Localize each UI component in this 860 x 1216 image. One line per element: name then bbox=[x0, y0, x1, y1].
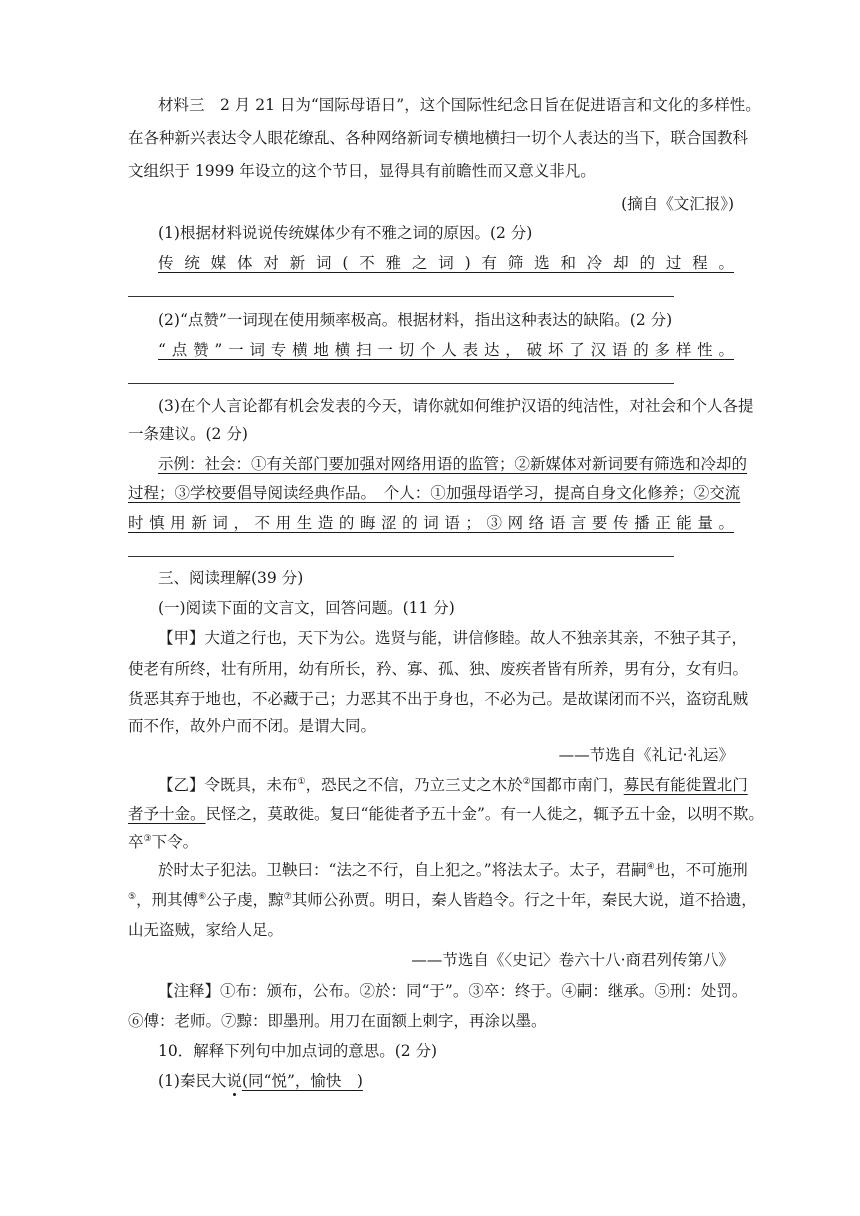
q3-answer-line1: 示例：社会：①有关部门要加强对网络用语的监管；②新媒体对新词要有筛选和冷却的 bbox=[158, 455, 748, 473]
yi-source: ——节选自《〈史记〉卷六十八·商君列传第八》 bbox=[411, 951, 734, 969]
answer-line bbox=[128, 296, 674, 297]
q3-answer-line2: 过程；③学校要倡导阅读经典作品。 个人：①加强母语学习，提高自身文化修养；②交流 bbox=[128, 484, 741, 502]
note-ref: ⑦ bbox=[283, 891, 292, 902]
jia-line2: 使老有所终，壮有所用，幼有所长，矜、寡、孤、独、废疾者皆有所养，男有分，女有归。 bbox=[128, 660, 749, 678]
underlined-sentence: 者予十金。 bbox=[128, 805, 206, 823]
note-ref: ⑤ bbox=[128, 891, 137, 902]
note-ref: ④ bbox=[646, 861, 655, 872]
section3-sub1: (一)阅读下面的文言文，回答问题。(11 分) bbox=[158, 599, 455, 617]
q10-sub1 bbox=[158, 1071, 734, 1091]
text-span: (1)秦民大 bbox=[158, 1072, 227, 1090]
material3-line1: 材料三 2 月 21 日为“国际母语日”，这个国际性纪念日旨在促进语言和文化的多样性。 bbox=[158, 96, 761, 114]
answer-line bbox=[128, 383, 674, 384]
note-ref: ② bbox=[522, 776, 531, 787]
material3-source: (摘自《文汇报》) bbox=[621, 195, 734, 213]
text-span: 於时太子犯法。卫鞅曰：“法之不行，自上犯之。”将法太子。太子，君嗣 bbox=[158, 861, 647, 879]
underlined-sentence: 募民有能徙置北门 bbox=[623, 776, 748, 794]
yi-line2 bbox=[128, 804, 764, 824]
text-span: 国都市南门， bbox=[530, 776, 624, 794]
text-span: 卒 bbox=[128, 833, 144, 851]
notes-line1: 【注释】①布：颁布，公布。②於：同“于”。③卒：终于。④嗣：继承。⑤刑：处罚。 bbox=[158, 982, 748, 1000]
q3-answer-line3: 时慎用新词，不用生造的晦涩的词语；③网络语言要传播正能量。 bbox=[128, 514, 734, 532]
q3-question-line2: 一条建议。(2 分) bbox=[128, 425, 248, 443]
answer-line bbox=[128, 556, 674, 557]
answer-blank: (同“悦”，愉快 ) bbox=[241, 1072, 363, 1090]
q3-question-line1: (3)在个人言论都有机会发表的今天，请你就如何维护汉语的纯洁性，对社会和个人各提 bbox=[158, 397, 754, 415]
text-span: ，刑其傅 bbox=[136, 891, 199, 909]
jia-line3: 货恶其弃于地也，不必藏于己；力恶其不出于身也，不必为己。是故谋闭而不兴，盗窃乱贼 bbox=[128, 690, 749, 708]
jia-line4: 而不作，故外户而不闭。是谓大同。 bbox=[128, 717, 377, 735]
q2-question: (2)“点赞”一词现在使用频率极高。根据材料，指出这种表达的缺陷。(2 分) bbox=[158, 311, 673, 329]
yi-line6: 山无盗贼，家给人足。 bbox=[128, 921, 284, 939]
text-span: ，恐民之不信，乃立三丈之木於 bbox=[305, 776, 523, 794]
jia-line1: 【甲】大道之行也，天下为公。选贤与能，讲信修睦。故人不独亲其亲，不独子其子， bbox=[158, 629, 748, 647]
section3-heading: 三、阅读理解(39 分) bbox=[158, 569, 304, 587]
yi-line4 bbox=[158, 860, 748, 880]
material3-line2: 在各种新兴表达令人眼花缭乱、各种网络新词专横地横扫一切个人表达的当下，联合国教科 bbox=[128, 129, 749, 147]
text-span: 也，不可施刑 bbox=[654, 861, 748, 879]
text-span: 其师公孙贾。明日，秦人皆趋令。行之十年，秦民大说，道不拾遗， bbox=[291, 891, 757, 909]
material3-line3: 文组织于 1999 年设立的这个节日，显得具有前瞻性而又意义非凡。 bbox=[128, 162, 596, 180]
note-ref: ① bbox=[297, 776, 306, 787]
note-ref: ⑥ bbox=[198, 891, 207, 902]
text-span: 民怪之，莫敢徙。复曰“能徙者予五十金”。有一人徙之，辄予五十金，以明不欺。 bbox=[205, 805, 764, 823]
jia-source: ——节选自《礼记·礼运》 bbox=[558, 746, 734, 764]
q1-question: (1)根据材料说说传统媒体少有不雅之词的原因。(2 分) bbox=[158, 224, 533, 242]
yi-line5 bbox=[128, 890, 757, 910]
text-span: 公子虔，黥 bbox=[206, 891, 284, 909]
dotted-word: 说 bbox=[226, 1072, 242, 1090]
q1-answer: 传统媒体对新词(不雅之词)有筛选和冷却的过程。 bbox=[158, 254, 734, 272]
text-span: 下令。 bbox=[151, 833, 199, 851]
note-ref: ③ bbox=[143, 833, 152, 844]
q2-answer: “点赞”一词专横地横扫一切个人表达，破坏了汉语的多样性。 bbox=[158, 341, 734, 359]
yi-line3 bbox=[128, 832, 734, 852]
yi-line1 bbox=[158, 775, 748, 795]
notes-line2: ⑥傅：老师。⑦黥：即墨刑。用刀在面额上刺字，再涂以墨。 bbox=[128, 1012, 547, 1030]
text-span: 【乙】令既具，未布 bbox=[158, 776, 298, 794]
q10-question: 10．解释下列句中加点词的意思。(2 分) bbox=[158, 1042, 438, 1060]
